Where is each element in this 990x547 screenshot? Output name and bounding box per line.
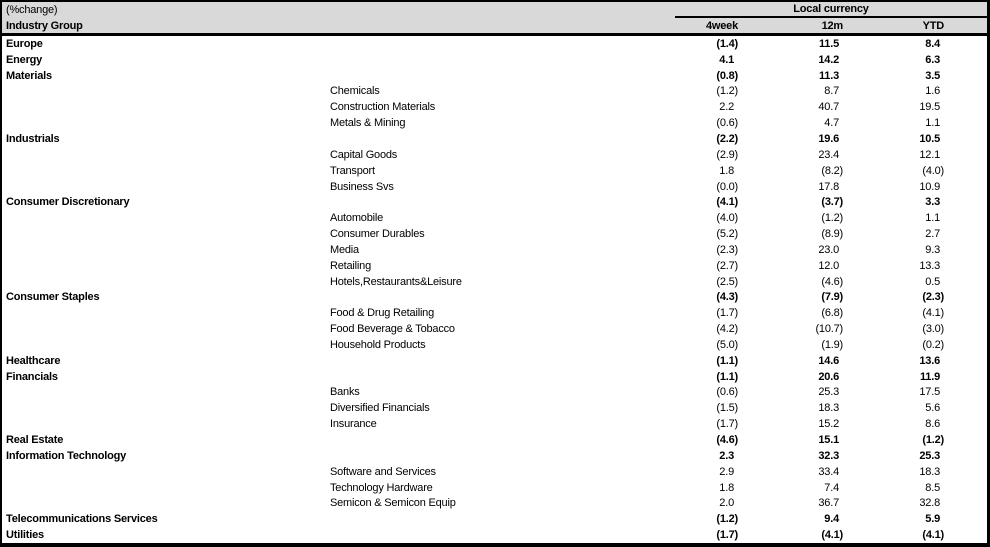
row-label: Industrials	[6, 132, 60, 145]
cell-12m: 11.3	[818, 69, 839, 82]
row-label: Financials	[6, 370, 58, 383]
table-row	[2, 416, 987, 432]
table-row	[2, 527, 987, 543]
cell-12m: 19.6	[818, 132, 839, 145]
cell-12m: 15.1	[818, 434, 839, 447]
cell-ytd: 19.5	[919, 101, 940, 114]
cell-12m: (6.8)	[821, 307, 843, 320]
table-row	[2, 147, 987, 163]
table-row	[2, 448, 987, 464]
cell-ytd: 1.6	[925, 85, 940, 98]
cell-4week: (5.0)	[716, 338, 738, 351]
cell-12m: (1.2)	[821, 212, 843, 225]
row-label: Capital Goods	[330, 148, 398, 161]
cell-4week: (0.0)	[716, 180, 738, 193]
cell-ytd: 10.5	[919, 132, 940, 145]
cell-12m: 36.7	[818, 497, 839, 510]
table-row	[2, 495, 987, 511]
table-row	[2, 511, 987, 527]
cell-ytd: 13.6	[919, 354, 940, 367]
row-label: Consumer Durables	[330, 228, 425, 241]
cell-ytd: 8.4	[925, 37, 940, 50]
cell-ytd: 8.5	[925, 481, 940, 494]
cell-4week: (2.7)	[716, 259, 738, 272]
table-row	[2, 369, 987, 385]
row-label: Food Beverage & Tobacco	[330, 323, 455, 336]
table-row	[2, 99, 987, 115]
cell-4week: (4.1)	[716, 196, 738, 209]
row-label: Transport	[330, 164, 375, 177]
row-label: Business Svs	[330, 180, 394, 193]
cell-ytd: 3.5	[925, 69, 940, 82]
cell-12m: 14.2	[818, 53, 839, 66]
table-row	[2, 274, 987, 290]
cell-ytd: (4.1)	[922, 307, 944, 320]
row-label: Healthcare	[6, 354, 61, 367]
cell-ytd: 11.9	[919, 370, 940, 383]
cell-12m: 23.4	[818, 148, 839, 161]
cell-12m: (1.9)	[821, 338, 843, 351]
cell-ytd: 17.5	[919, 386, 940, 399]
cell-12m: (8.2)	[821, 164, 843, 177]
table-row	[2, 353, 987, 369]
cell-ytd: 32.8	[919, 497, 940, 510]
table-row	[2, 115, 987, 131]
cell-ytd: 1.1	[925, 117, 940, 130]
cell-12m: (7.9)	[821, 291, 843, 304]
row-label: Insurance	[330, 418, 377, 431]
row-label: Automobile	[330, 212, 384, 225]
cell-ytd: 9.3	[925, 243, 940, 256]
cell-4week: (1.2)	[716, 85, 738, 98]
row-label: Technology Hardware	[330, 481, 433, 494]
table-row	[2, 131, 987, 147]
table-row	[2, 194, 987, 210]
header-row-columns	[2, 18, 987, 33]
cell-4week: (4.0)	[716, 212, 738, 225]
cell-4week: (1.1)	[716, 370, 738, 383]
cell-4week: (2.2)	[716, 132, 738, 145]
industry-group-column-header: Industry Group	[6, 19, 83, 32]
cell-4week: (2.5)	[716, 275, 738, 288]
cell-4week: (1.5)	[716, 402, 738, 415]
table-row	[2, 432, 987, 448]
cell-ytd: (4.1)	[922, 529, 944, 542]
column-header-ytd: YTD	[922, 19, 944, 32]
row-label: Energy	[6, 53, 43, 66]
cell-12m: 12.0	[818, 259, 839, 272]
cell-4week: 1.8	[719, 481, 734, 494]
row-label: Media	[330, 243, 359, 256]
cell-ytd: (1.2)	[922, 434, 944, 447]
table-row	[2, 179, 987, 195]
table-row	[2, 226, 987, 242]
row-label: Europe	[6, 37, 43, 50]
cell-ytd: 10.9	[919, 180, 940, 193]
table-row	[2, 52, 987, 68]
table-row	[2, 480, 987, 496]
cell-ytd: 18.3	[919, 465, 940, 478]
table-row	[2, 290, 987, 306]
cell-ytd: 5.9	[925, 513, 940, 526]
cell-ytd: 8.6	[925, 418, 940, 431]
cell-4week: (2.9)	[716, 148, 738, 161]
row-label: Semicon & Semicon Equip	[330, 497, 456, 510]
row-label: Metals & Mining	[330, 117, 406, 130]
cell-ytd: 2.7	[925, 228, 940, 241]
cell-4week: (1.7)	[716, 418, 738, 431]
table-row	[2, 400, 987, 416]
cell-4week: 4.1	[719, 53, 734, 66]
row-label: Diversified Financials	[330, 402, 430, 415]
cell-4week: (0.6)	[716, 117, 738, 130]
header-row-spanner	[2, 2, 987, 18]
table-row	[2, 163, 987, 179]
cell-12m: 17.8	[818, 180, 839, 193]
row-label: Consumer Discretionary	[6, 196, 130, 209]
cell-4week: 2.9	[719, 465, 734, 478]
cell-4week: (1.2)	[716, 513, 738, 526]
cell-12m: 32.3	[818, 449, 839, 462]
column-header-12m: 12m	[821, 19, 843, 32]
cell-12m: (4.6)	[821, 275, 843, 288]
table-row	[2, 337, 987, 353]
table-row	[2, 258, 987, 274]
cell-12m: (4.1)	[821, 529, 843, 542]
row-label: Construction Materials	[330, 101, 436, 114]
row-label: Information Technology	[6, 449, 127, 462]
cell-ytd: 3.3	[925, 196, 940, 209]
cell-12m: 4.7	[824, 117, 839, 130]
cell-4week: 2.2	[719, 101, 734, 114]
table-row	[2, 464, 987, 480]
cell-ytd: 5.6	[925, 402, 940, 415]
row-label: Telecommunications Services	[6, 513, 158, 526]
cell-4week: (4.2)	[716, 323, 738, 336]
cell-ytd: (4.0)	[922, 164, 944, 177]
cell-4week: (0.8)	[716, 69, 738, 82]
table-row	[2, 210, 987, 226]
cell-ytd: 25.3	[919, 449, 940, 462]
cell-12m: 8.7	[824, 85, 839, 98]
pct-change-label: (%change)	[6, 4, 58, 16]
cell-12m: 15.2	[818, 418, 839, 431]
cell-ytd: 0.5	[925, 275, 940, 288]
cell-4week: 2.3	[719, 449, 734, 462]
row-label: Materials	[6, 69, 52, 82]
row-label: Household Products	[330, 338, 426, 351]
cell-4week: (4.3)	[716, 291, 738, 304]
cell-12m: 23.0	[818, 243, 839, 256]
row-label: Utilities	[6, 529, 44, 542]
row-label: Consumer Staples	[6, 291, 100, 304]
cell-12m: 11.5	[818, 37, 839, 50]
cell-12m: 40.7	[818, 101, 839, 114]
cell-ytd: 6.3	[925, 53, 940, 66]
row-label: Chemicals	[330, 85, 380, 98]
cell-4week: 2.0	[719, 497, 734, 510]
cell-4week: (1.7)	[716, 307, 738, 320]
table-row	[2, 84, 987, 100]
row-label: Hotels,Restaurants&Leisure	[330, 275, 462, 288]
table-row	[2, 305, 987, 321]
cell-4week: (0.6)	[716, 386, 738, 399]
table-row	[2, 36, 987, 52]
cell-12m: (3.7)	[821, 196, 843, 209]
row-label: Food & Drug Retailing	[330, 307, 435, 320]
cell-12m: (10.7)	[815, 323, 843, 336]
table-row	[2, 321, 987, 337]
cell-ytd: 1.1	[925, 212, 940, 225]
cell-12m: 14.6	[818, 354, 839, 367]
column-header-4week: 4week	[705, 19, 738, 32]
cell-4week: (1.4)	[716, 37, 738, 50]
row-label: Software and Services	[330, 465, 436, 478]
cell-4week: 1.8	[719, 164, 734, 177]
cell-ytd: 13.3	[919, 259, 940, 272]
table-body	[2, 36, 987, 543]
table-row	[2, 385, 987, 401]
row-label: Retailing	[330, 259, 372, 272]
cell-12m: 25.3	[818, 386, 839, 399]
row-label: Banks	[330, 386, 360, 399]
cell-ytd: (2.3)	[922, 291, 944, 304]
cell-4week: (1.1)	[716, 354, 738, 367]
cell-4week: (2.3)	[716, 243, 738, 256]
cell-12m: 20.6	[818, 370, 839, 383]
local-currency-spanner-label: Local currency	[675, 2, 987, 18]
table-row	[2, 242, 987, 258]
cell-12m: 33.4	[818, 465, 839, 478]
cell-12m: 7.4	[824, 481, 839, 494]
table-header	[2, 2, 987, 36]
cell-ytd: (0.2)	[922, 338, 944, 351]
cell-12m: 18.3	[818, 402, 839, 415]
cell-4week: (4.6)	[716, 434, 738, 447]
cell-12m: (8.9)	[821, 228, 843, 241]
cell-4week: (5.2)	[716, 228, 738, 241]
cell-4week: (1.7)	[716, 529, 738, 542]
cell-12m: 9.4	[824, 513, 839, 526]
cell-ytd: (3.0)	[922, 323, 944, 336]
table-row	[2, 68, 987, 84]
cell-ytd: 12.1	[919, 148, 940, 161]
row-label: Real Estate	[6, 434, 64, 447]
